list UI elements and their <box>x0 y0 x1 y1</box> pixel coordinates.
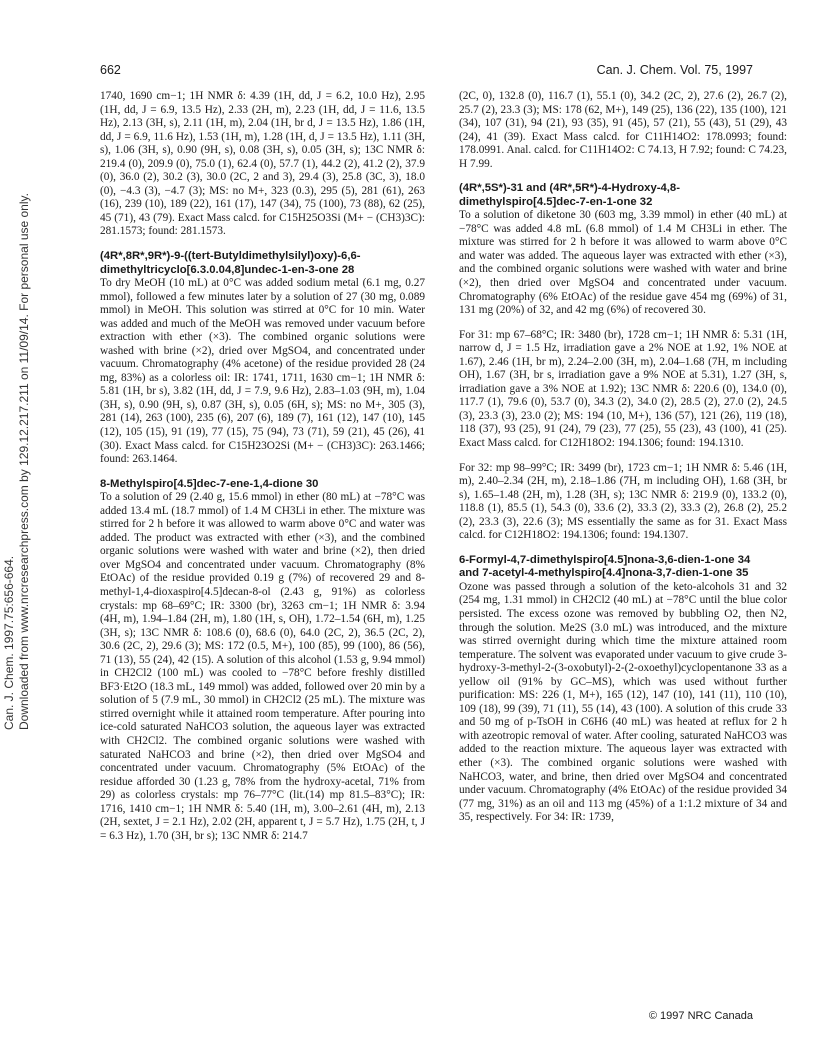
section-heading-line-2: and 7-acetyl-4-methylspiro[4.4]nona-3,7-dien-1-one 35 <box>459 567 749 580</box>
right-column <box>459 90 787 825</box>
paragraph: To dry MeOH (10 mL) at 0°C was added sodium metal (6.1 mg, 0.27 mmol), followed a few minutes later by a solution of 27 (30 mg, 0.089 mmol) in MeOH. This solution was stirred at 0°C for 10 min. Water was added and much of the MeOH was removed under vacuum before extraction with ether (×3). The combined organic solutions were washed with brine (×2), dried over MgSO4, and concentrated under vacuum. Chromatography (4% acetone) of the residue provided 28 (24 mg, 83%) as a colorless oil: IR: 1741, 1711, 1630 cm−1; 1H NMR δ: 5.81 (1H, br s), 3.82 (1H, dd, J = 7.9, 9.6 Hz), 2.83–1.03 (9H, m), 1.04 (3H, s), 0.90 (9H, s), 0.87 (3H, s), 0.05 (6H, s); MS: no M+, 305 (3), 281 (14), 263 (100), 235 (6), 207 (6), 189 (7), 161 (12), 147 (10), 145 (12), 105 (15), 91 (19), 77 (15), 75 (94), 73 (71), 59 (21), 45 (26), 41 (30). Exact Mass calcd. for C15H23O2Si (M+ − (CH3)3C): 263.1466; found: 263.1464. <box>100 277 425 466</box>
section-heading-line-2: dimethyltricyclo[6.3.0.04,8]undec-1-en-3-one 28 <box>100 263 355 276</box>
copyright-footer: © 1997 NRC Canada <box>648 1010 753 1022</box>
section-heading <box>459 182 787 209</box>
section-heading: 8-Methylspiro[4.5]dec-7-ene-1,4-dione 30 <box>100 477 319 490</box>
section-heading <box>459 554 787 581</box>
section-heading <box>100 250 425 277</box>
paragraph: For 31: mp 67–68°C; IR: 3480 (br), 1728 cm−1; 1H NMR δ: 5.31 (1H, narrow d, J = 1.5 Hz, irradiation gave a 2% NOE at 1.92, 1% NOE at 1.67), 2.46 (1H, br m), 2.24–2.00 (3H, m), 2.04–1.68 (7H, m including OH), 1.67 (3H, br s, irradiation gave a 9% NOE at 5.31), 1.27 (3H, s, irradiation gave a 3% NOE at 1.92); 13C NMR δ: 220.6 (0), 134.0 (0), 117.7 (1), 79.6 (0), 53.7 (0), 34.3 (2), 34.0 (2), 28.5 (2), 27.0 (2), 24.5 (3), 23.3 (3), 23.0 (2); MS: 194 (10, M+), 136 (57), 121 (26), 119 (18), 118 (37), 93 (25), 91 (24), 79 (23), 77 (25), 55 (23), 43 (100), 41 (25). Exact Mass calcd. for C12H18O2: 194.1306; found: 194.1310. <box>459 328 787 450</box>
section-heading-line-1: (4R*,8R*,9R*)-9-((tert-Butyldimethylsilyl)oxy)-6,6- <box>100 250 361 263</box>
section-heading-line-2: dimethylspiro[4.5]dec-7-en-1-one 32 <box>459 195 653 208</box>
left-column <box>100 90 425 843</box>
paragraph: 1740, 1690 cm−1; 1H NMR δ: 4.39 (1H, dd, J = 6.2, 10.0 Hz), 2.95 (1H, dd, J = 6.9, 13.5 Hz), 2.33 (2H, m), 2.23 (1H, dd, J = 11.6, 13.5 Hz), 2.13 (3H, s), 2.11 (1H, m), 2.04 (1H, br d, J = 13.5 Hz), 1.86 (1H, dd, J = 6.9, 11.6 Hz), 1.53 (1H, m), 1.28 (1H, d, J = 13.5 Hz), 1.11 (3H, s), 1.06 (3H, s), 0.90 (9H, s), 0.08 (3H, s), 0.05 (3H, s); 13C NMR δ: 219.4 (0), 209.9 (0), 75.0 (1), 62.4 (0), 57.7 (1), 44.2 (2), 41.2 (2), 37.9 (0), 36.0 (2), 30.2 (3), 30.0 (2C, 2 and 3), 29.4 (3), 25.8 (3C, 3), 18.0 (0), −4.3 (3), −4.7 (3); MS: no M+, 323 (0.3), 295 (5), 281 (61), 263 (16), 239 (10), 189 (22), 161 (17), 147 (34), 75 (100), 73 (88), 62 (25), 45 (71), 43 (79). Exact Mass calcd. for C15H25O3Si (M+ − (CH3)3C): 281.1573; found: 281.1573. <box>100 90 425 238</box>
paragraph: To a solution of 29 (2.40 g, 15.6 mmol) in ether (80 mL) at −78°C was added 13.4 mL (18.7 mmol) of 1.4 M CH3Li in ether. The mixture was stirred for 2 h before it was allowed to warm above 0°C and water was added. The product was extracted with ether (×3), and the combined organic solutions were washed with water and brine (×2), then dried over MgSO4 and concentrated under vacuum. Chromatography (8% EtOAc) of the residue provided 0.19 g (7%) of recovered 29 and 8-methyl-1,4-dioxaspiro[4.5]decan-8-ol (2.43 g, 91%) as colorless crystals: mp 68–69°C; IR: 3300 (br), 3263 cm−1; 1H NMR δ: 3.94 (4H, m), 1.94–1.84 (2H, m), 1.80 (1H, s, OH), 1.72–1.54 (6H, m), 1.25 (3H, s); 13C NMR δ: 108.6 (0), 68.6 (0), 64.0 (2C, 2), 36.5 (2C, 2), 30.6 (2C, 2), 29.6 (3); MS: 172 (0.5, M+), 100 (85), 99 (100), 86 (56), 71 (13), 55 (24), 42 (15). A solution of this alcohol (1.53 g, 9.94 mmol) in CH2Cl2 (100 mL) was cooled to −78°C before freshly distilled BF3·Et2O (18.3 mL, 149 mmol) was added, followed over 20 min by a solution of 5 (7.9 mL, 30 mmol) in CH2Cl2 (25 mL). The mixture was stirred overnight while it attained room temperature. After pouring into ice-cold saturated NaHCO3 solution, the aqueous layer was extracted with CH2Cl2. The combined organic solutions were washed with saturated NaHCO3 and brine (×2), then dried over MgSO4 and concentrated under vacuum. Chromatography (5% EtOAc) of the residue afforded 30 (1.23 g, 78% from the hydroxy-acetal, 71% from 29) as colorless crystals: mp 76–77°C (lit.(14) mp 81.5–83°C); IR: 1716, 1410 cm−1; 1H NMR δ: 5.40 (1H, m), 3.00–2.61 (4H, m), 2.13 (2H, sextet, J = 2.1 Hz), 2.02 (2H, apparent t, J = 5.7 Hz), 1.75 (2H, t, J = 6.3 Hz), 1.70 (3H, br s); 13C NMR δ: 214.7 <box>100 491 425 842</box>
section-heading-line-1: (4R*,5S*)-31 and (4R*,5R*)-4-Hydroxy-4,8- <box>459 182 680 195</box>
paragraph: Ozone was passed through a solution of the keto-alcohols 31 and 32 (254 mg, 1.31 mmol) in CH2Cl2 (40 mL) at −78°C until the blue color persisted. The excess ozone was removed by bubbling O2, then N2, through the solution. Me2S (3.0 mL) was introduced, and the mixture was stirred overnight during which time the mixture attained room temperature. The solvent was evaporated under vacuum to give crude 3-hydroxy-3-methyl-2-(3-oxobutyl)-2-(2-oxoethyl)cyclopentanone 33 as a yellow oil (91% by GC–MS), which was used without further purification: MS: 226 (1, M+), 165 (12), 147 (10), 141 (11), 110 (10), 109 (18), 99 (39), 71 (11), 55 (14), 43 (100). A solution of this crude 33 and 50 mg of p-TsOH in C6H6 (40 mL) was heated at reflux for 2 h with azeotropic removal of water. After cooling, saturated NaHCO3 was added to the reaction mixture. The aqueous layer was extracted with ether (×3). The combined organic solutions were washed with NaHCO3, water, and brine, then dried over MgSO4 and concentrated under vacuum. Chromatography (4% EtOAc) of the residue provided 34 (77 mg, 31%) as an oil and 113 mg (45%) of a 1:1.2 mixture of 34 and 35, respectively. For 34: IR: 1739, <box>459 580 787 824</box>
download-notice <box>2 170 32 730</box>
download-notice-line-2: Downloaded from www.nrcresearchpress.com by 129.12.217.211 on 11/09/14. For personal use only. <box>17 193 31 730</box>
page-number: 662 <box>100 63 121 77</box>
paragraph: (2C, 0), 132.8 (0), 116.7 (1), 55.1 (0), 34.2 (2C, 2), 27.6 (2), 26.7 (2), 25.7 (2), 23.3 (3); MS: 178 (62, M+), 149 (25), 136 (22), 135 (100), 121 (34), 107 (31), 94 (21), 93 (35), 91 (45), 57 (21), 55 (43), 51 (29), 43 (24), 41 (39). Exact Mass calcd. for C11H14O2: 178.0993; found: 178.0991. Anal. calcd. for C11H14O2: C 74.13, H 7.92; found: C 74.23, H 7.99. <box>459 90 787 170</box>
paragraph: To a solution of diketone 30 (603 mg, 3.39 mmol) in ether (40 mL) at −78°C was added 4.8 mL (6.8 mmol) of 1.4 M CH3Li in ether. The mixture was stirred for 2 h before it was allowed to warm above 0°C and water was added. The aqueous layer was extracted with ether (×3), and the combined organic solutions were washed with water and brine (×2), then dried over MgSO4 and concentrated under vacuum. Chromatography (6% EtOAc) of the residue gave 454 mg (69%) of 31, 131 mg (20%) of 32, and 42 mg (6%) of recovered 30. <box>459 209 787 317</box>
journal-citation: Can. J. Chem. Vol. 75, 1997 <box>596 63 753 77</box>
download-notice-line-1: Can. J. Chem. 1997.75:656-664. <box>2 555 16 730</box>
paragraph: For 32: mp 98–99°C; IR: 3499 (br), 1723 cm−1; 1H NMR δ: 5.46 (1H, m), 2.40–2.34 (2H, m), 2.18–1.86 (7H, m including OH), 1.68 (3H, br s), 1.65–1.48 (2H, m), 1.28 (3H, s); 13C NMR δ: 219.9 (0), 133.2 (0), 118.8 (1), 85.5 (1), 54.3 (0), 33.6 (2), 33.3 (2), 33.3 (2), 26.8 (2), 25.2 (2), 23.3 (3), 22.6 (3); MS essentially the same as for 31. Exact Mass calcd. for C12H18O2: 194.1306; found: 194.1307. <box>459 461 787 542</box>
section-heading-line-1: 6-Formyl-4,7-dimethylspiro[4.5]nona-3,6-dien-1-one 34 <box>459 553 751 566</box>
